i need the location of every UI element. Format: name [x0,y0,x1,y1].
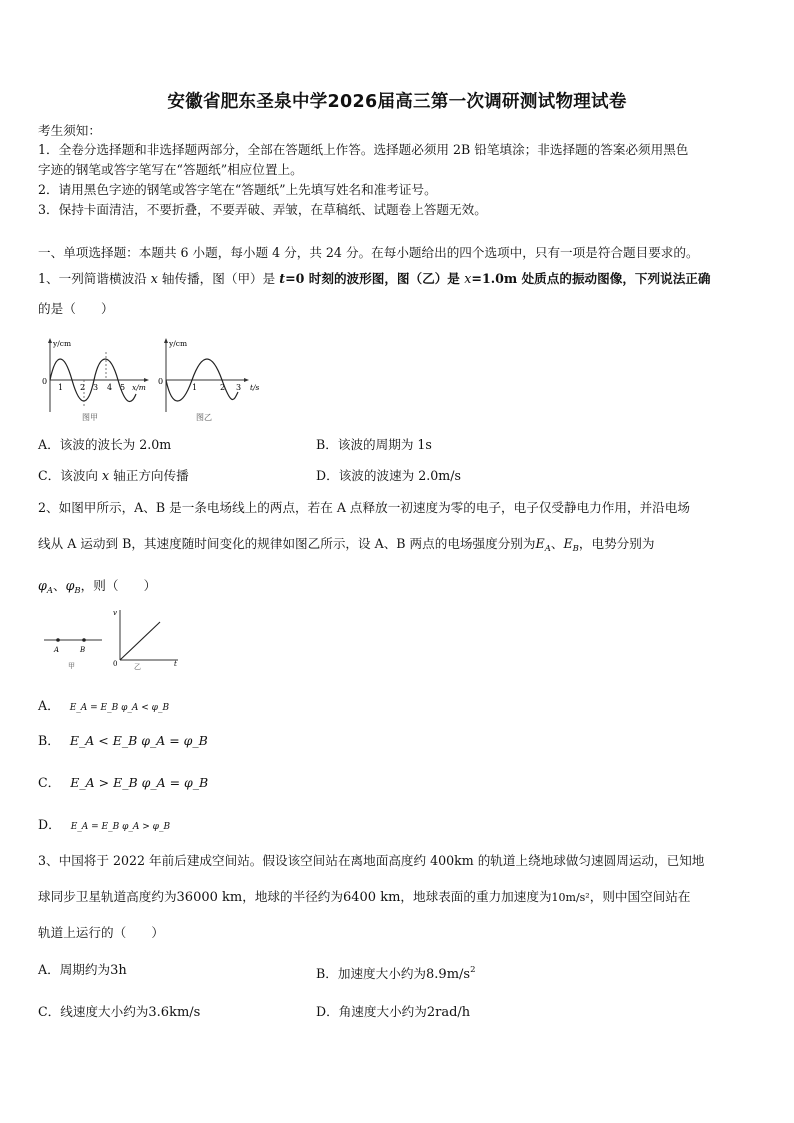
q2-option-c[interactable] [38,775,208,791]
q2-option-c-formula: E_A > E_B φ_A = φ_B [70,775,209,790]
q3-value-gravity: 10m/s² [551,891,590,904]
q3-option-a[interactable] [38,962,127,979]
q2-option-b[interactable] [38,733,208,749]
q3-option-b-exponent: 2 [470,965,476,975]
notice-item-1-line-1: 1．全卷分选择题和非选择题两部分，全部在答题纸上作答。选择题必须用 2B 铅笔填涂；非选择题的答案必须用黑色 [38,142,689,157]
q1-stem-text: 1、一列简谐横波沿 [38,271,151,286]
q1-stem-line-1 [38,271,711,287]
q2-ea: E [535,536,545,551]
q3-value-sync-height: 36000 km [176,890,243,905]
q3-option-b-text: B．加速度大小约为 [316,966,427,981]
q1-stem-text: 轴传播，图（甲）是 [157,271,280,286]
q2-sep: 、 [550,536,564,551]
q3-option-d[interactable] [316,1004,470,1021]
q1-fig-a-origin: 0 [42,377,48,386]
q2-phi-b: φ [65,578,75,593]
q1-option-c-text: C．该波向 [38,468,103,483]
notice-item-2: 2．请用黑色字迹的钢笔或答字笔在“答题纸”上先填写姓名和准考证号。 [38,182,437,197]
q3-option-b-value: 8.9m/s [426,967,471,982]
q3-option-c[interactable] [38,1004,200,1021]
q3-option-d-text: D．角速度大小约为 [316,1004,427,1019]
q2-figures [40,606,190,672]
q1-option-d[interactable]: D．该波的波速为 2.0m/s [316,468,461,483]
q2-option-b-formula: E_A < E_B φ_A = φ_B [69,733,208,748]
q2-fig-a-caption: 甲 [68,662,75,670]
q2-phi-b-sub: B [74,586,81,596]
q1-fig-a-tick-5: 5 [120,383,126,392]
q2-fig-b-xlabel: t [174,660,177,668]
q3-option-d-value: 2rad/h [426,1005,471,1020]
q3-stem-text: 球同步卫星轨道高度约为 [38,889,177,904]
q3-stem-line-2 [38,889,690,906]
q2-option-c-label: C． [38,775,61,790]
q2-ea-sub: A [544,544,551,554]
q3-stem-text: ，地球的半径约为 [242,889,343,904]
q3-option-b[interactable] [316,962,476,983]
q1-fig-b-ylabel: y/cm [169,339,188,348]
exam-title: 安徽省肥东圣泉中学2026届高三第一次调研测试物理试卷 [167,92,627,112]
q1-var-x: x [464,271,472,286]
q1-stem-text: =1.0m 处质点的振动图像，下列说法正确 [471,271,711,286]
q1-fig-a-tick-3: 3 [93,383,99,392]
q2-fig-b-ylabel: v [113,609,117,617]
q2-phi-a-sub: A [46,586,53,596]
q1-option-c-text: 轴正方向传播 [109,468,189,483]
q3-option-c-text: C．线速度大小约为 [38,1004,149,1019]
q1-option-a[interactable]: A．该波的波长为 2.0m [38,437,172,452]
q2-fig-b-caption: 乙 [134,663,141,671]
q2-stem-line-1: 2、如图甲所示，A、B 是一条电场线上的两点，若在 A 点释放一初速度为零的电子，电子仅受静电力作用，并沿电场 [38,500,690,515]
q2-eb: E [563,536,573,551]
q2-option-b-label: B． [38,733,60,748]
q1-stem-text: =0 时刻的波形图，图（乙）是 [285,271,465,286]
q1-fig-b-tick-2: 2 [220,383,226,392]
q3-value-earth-radius: 6400 km [342,890,401,905]
q1-var-x: x [150,271,158,286]
q1-fig-a-tick-1: 1 [58,383,64,392]
q2-stem-text: ，电势分别为 [578,536,655,551]
q1-figure-b [158,338,260,422]
q2-option-a-label: A． [38,698,60,713]
q1-fig-b-tick-3: 3 [236,383,242,392]
q1-fig-b-origin: 0 [158,377,164,386]
q1-fig-a-tick-2: 2 [80,383,86,392]
q2-sep: 、 [52,578,66,593]
notice-item-1-line-2: 字迹的钢笔或答字笔写在“答题纸”相应位置上。 [38,162,303,177]
q1-fig-b-xlabel: t/s [250,383,260,392]
q2-option-d-formula: E_A = E_B φ_A > φ_B [70,822,171,832]
q1-fig-a-ylabel: y/cm [53,339,72,348]
q2-option-a[interactable] [38,698,169,716]
q1-fig-a-caption: 图甲 [82,413,98,422]
q1-fig-b-tick-1: 1 [192,383,198,392]
q1-figures [36,334,266,426]
q2-eb-sub: B [572,544,579,554]
q2-stem-text: ，则（ ） [80,578,157,593]
q3-stem-line-1: 3、中国将于 2022 年前后建成空间站。假设该空间站在离地面高度约 400km 的轨道上绕地球做匀速圆周运动，已知地 [38,853,705,868]
q1-option-b[interactable]: B．该波的周期为 1s [316,437,432,452]
q1-option-c-var: x [102,468,110,483]
section-heading: 一、单项选择题：本题共 6 小题，每小题 4 分，共 24 分。在每小题给出的四个选项中，只有一项是符合题目要求的。 [38,245,699,260]
q2-figure-b [113,609,178,671]
q2-fig-a-label-a: A [54,646,60,654]
q1-figure-a [42,338,149,422]
q2-stem-text: 线从 A 运动到 B，其速度随时间变化的规律如图乙所示，设 A、B 两点的电场强度分别为 [38,536,536,551]
q2-stem-line-2 [38,536,654,557]
q3-stem-line-3: 轨道上运行的（ ） [38,925,164,940]
q1-var-t: t [279,271,286,286]
notice-item-3: 3．保持卡面清洁，不要折叠，不要弄破、弄皱，在草稿纸、试题卷上答题无效。 [38,202,487,217]
q2-figure-a [44,638,102,670]
q3-stem-text: ，地球表面的重力加速度为 [400,889,552,904]
q1-fig-a-xlabel: x/m [132,383,146,392]
q3-option-c-value: 3.6km/s [148,1005,201,1020]
q1-fig-a-tick-4: 4 [107,383,113,392]
q2-option-d[interactable] [38,817,170,835]
q3-option-a-text: A．周期约为 [38,962,111,977]
q2-option-d-label: D． [38,817,61,832]
q2-option-a-formula: E_A = E_B φ_A < φ_B [69,703,170,713]
notice-heading: 考生须知： [38,123,101,138]
q2-phi-a: φ [38,578,47,593]
q1-option-c[interactable] [38,468,189,484]
q1-stem-line-2: 的是（ ） [38,301,114,316]
q3-stem-text: ，则中国空间站在 [589,889,691,904]
q2-fig-a-label-b: B [80,646,86,654]
q3-option-a-value: 3h [110,963,127,978]
q2-fig-b-origin: 0 [113,660,118,668]
q2-stem-line-3 [38,578,156,599]
q1-fig-b-caption: 图乙 [196,413,212,422]
